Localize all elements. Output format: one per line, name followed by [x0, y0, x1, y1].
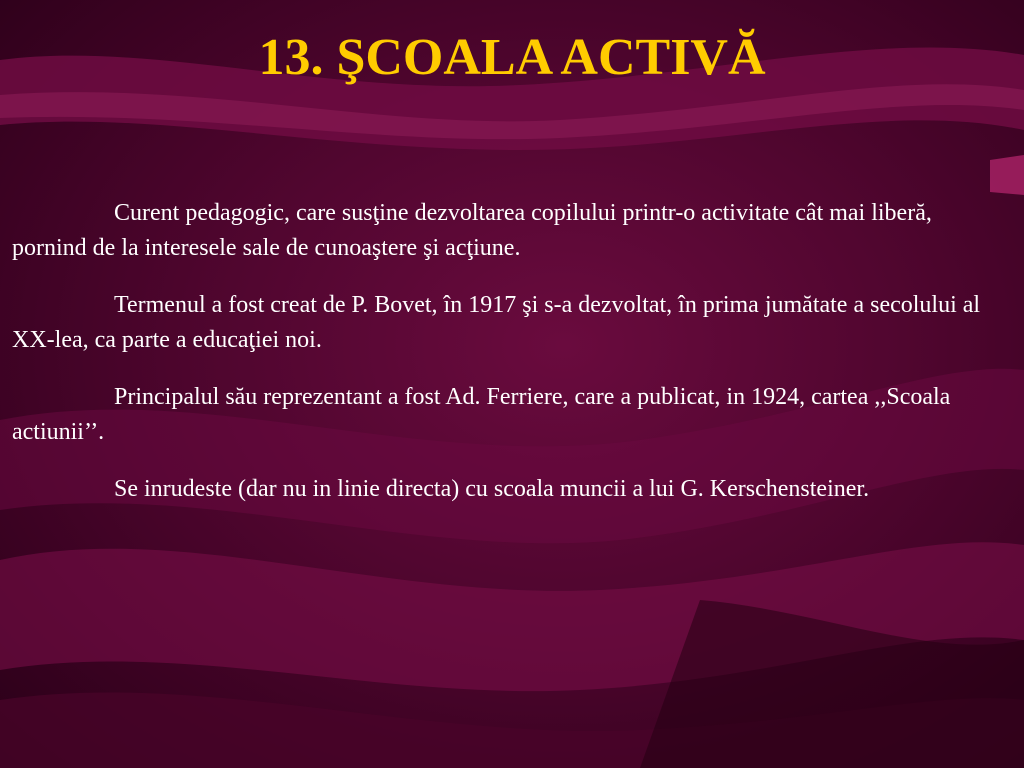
- slide-title: 13. ŞCOALA ACTIVĂ: [258, 29, 766, 86]
- slide-body: [12, 196, 1012, 529]
- paragraph-4: Se inrudeste (dar nu in linie directa) cu scoala muncii a lui G. Kerschensteiner.: [114, 476, 870, 502]
- swoosh-right-accent: [990, 155, 1024, 195]
- paragraph-3: Principalul său reprezentant a fost Ad. Ferriere, care a publicat, in 1924, cartea ,,Scoala actiunii’’.: [12, 384, 951, 445]
- paragraph-2: Termenul a fost creat de P. Bovet, în 1917 şi s-a dezvoltat, în prima jumătate a secolului al XX-lea, ca parte a educaţiei noi.: [12, 292, 981, 353]
- paragraph-1: Curent pedagogic, care susţine dezvoltarea copilului printr-o activitate cât mai liberă, pornind de la interesele sale de cunoaştere şi acţiune.: [12, 200, 932, 261]
